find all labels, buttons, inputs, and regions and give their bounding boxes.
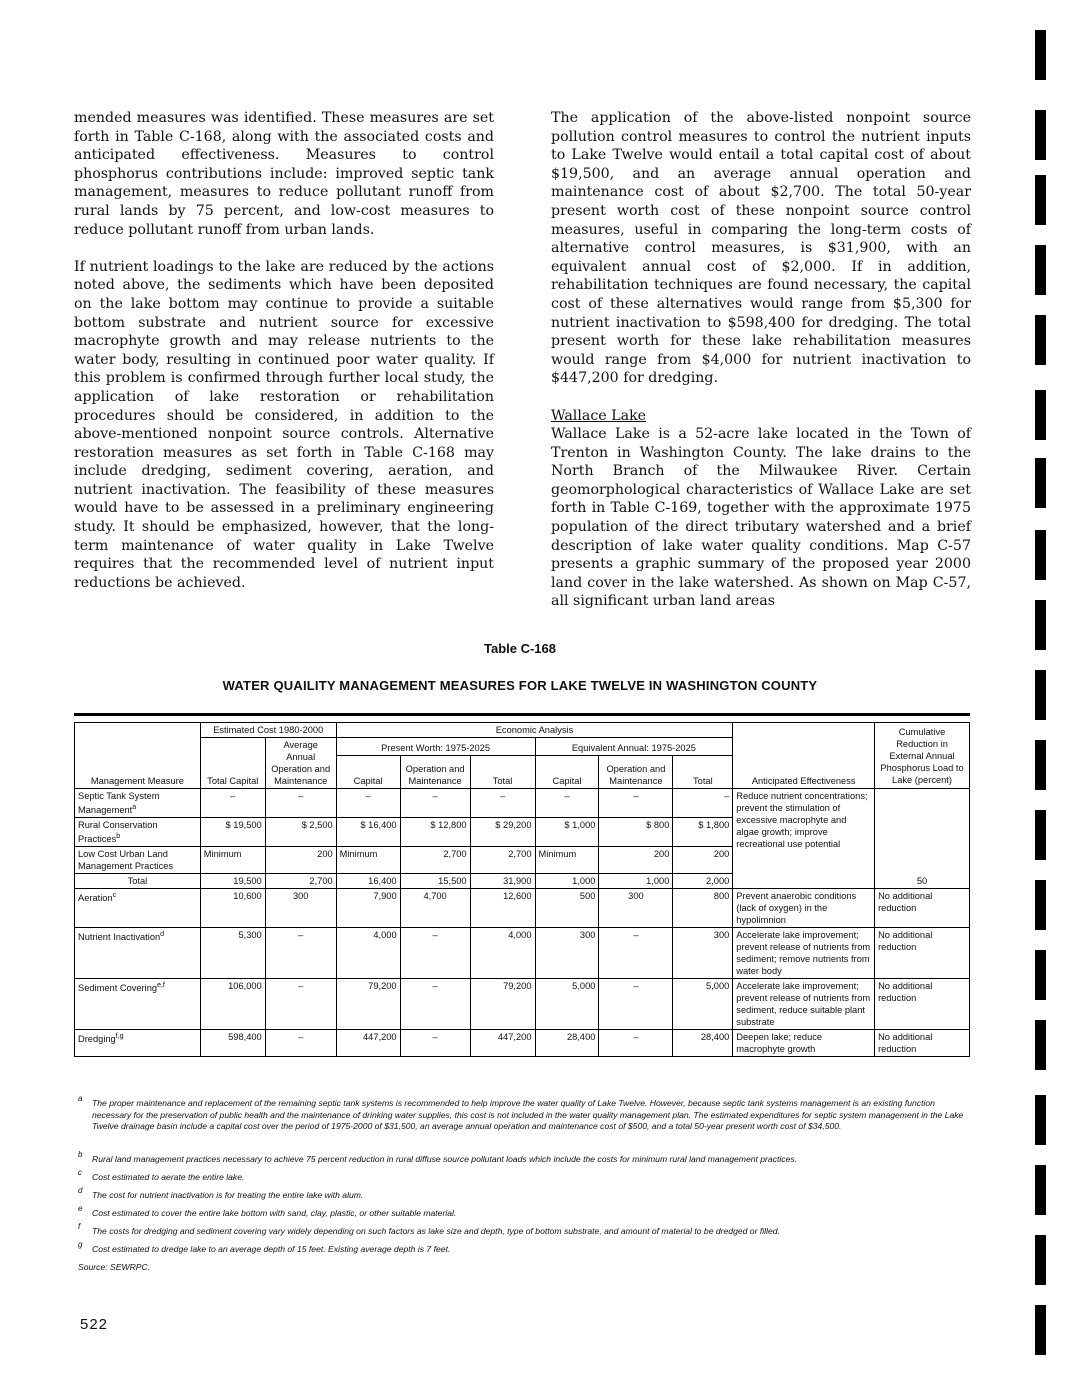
cell: 4,700 bbox=[400, 889, 470, 928]
margin-mark bbox=[1035, 175, 1046, 225]
cell: 4,000 bbox=[336, 928, 400, 979]
cell: – bbox=[535, 789, 599, 818]
cell: 106,000 bbox=[200, 979, 265, 1030]
cell: 598,400 bbox=[200, 1030, 265, 1057]
cell: – bbox=[400, 979, 470, 1030]
row-label: Septic Tank System Management$^a$ bbox=[75, 789, 201, 818]
cell: – bbox=[599, 979, 673, 1030]
margin-mark bbox=[1035, 1235, 1046, 1285]
margin-mark bbox=[1035, 810, 1046, 860]
footnote-c: c Cost estimated to aerate the entire lake. bbox=[78, 1168, 245, 1182]
cell: $ 1,800 bbox=[673, 818, 733, 847]
row-label: Low Cost Urban Land Management Practices bbox=[75, 847, 201, 874]
cell: $ 1,000 bbox=[535, 818, 599, 847]
footnote-f: f The costs for dredging and sediment covering vary widely depending on such factors as lake size and depth, type of bottom substrate, and amount of material to be dredged or filled. bbox=[78, 1222, 780, 1236]
header-total-capital: Total Capital bbox=[200, 738, 265, 789]
cell: – bbox=[599, 928, 673, 979]
cell: 447,200 bbox=[336, 1030, 400, 1057]
margin-marks bbox=[1035, 30, 1049, 1380]
header-pw-total: Total bbox=[470, 756, 535, 789]
margin-mark bbox=[1035, 315, 1046, 365]
margin-mark bbox=[1035, 1020, 1046, 1070]
margin-mark bbox=[1035, 30, 1046, 80]
cell: 2,700 bbox=[265, 874, 336, 889]
cell: 16,400 bbox=[336, 874, 400, 889]
cumulative-cell: No additional reduction bbox=[875, 928, 970, 979]
row-label: Aeration$^c$ bbox=[75, 889, 201, 928]
cell: – bbox=[265, 979, 336, 1030]
cell: Minimum bbox=[535, 847, 599, 874]
header-pw-capital: Capital bbox=[336, 756, 400, 789]
cell: 5,300 bbox=[200, 928, 265, 979]
cell: $ 19,500 bbox=[200, 818, 265, 847]
footnote-a: a The proper maintenance and replacement of the remaining septic tank systems is recommended to help improve the water quality of Lake Twelve. However, because septic tank systems management is an existing function necessary for the preservation of public health and the maintenance of drinking water supplies, this cost is not included in the water quality management plan. The estimated expenditures for septic system management in the Lake Twelve drainage basin include a capital cost over the period of 1975-2000 of $31,500, an average annual operation and maintenance cost of $500, and a total 50-year present worth cost of $34,500. bbox=[78, 1094, 964, 1131]
paragraph: Wallace Lake is a 52-acre lake located in the Town of Trenton in Washington County. The lake drains to the North Branch of the Milwaukee River. Certain geomorphological characteristics of Wallace Lake are set forth in Table C-169, together with the approximate 1975 population of the direct tributary watershed and a brief description of lake water quality conditions. Map C-57 presents a graphic summary of the proposed year 2000 land cover in the lake watershed. As shown on Map C-57, all significant urban land areas bbox=[551, 426, 971, 610]
cell: – bbox=[400, 1030, 470, 1057]
cell: – bbox=[265, 928, 336, 979]
cell: 500 bbox=[535, 889, 599, 928]
cell: 4,000 bbox=[470, 928, 535, 979]
header-pw-om: Operation and Maintenance bbox=[400, 756, 470, 789]
header-ea-om: Operation and Maintenance bbox=[599, 756, 673, 789]
header-ea-capital: Capital bbox=[535, 756, 599, 789]
header-present-worth: Present Worth: 1975-2025 bbox=[336, 738, 535, 756]
right-text-column bbox=[551, 109, 971, 611]
cell: 5,000 bbox=[673, 979, 733, 1030]
footnote-g: g Cost estimated to dredge lake to an average depth of 15 feet. Existing average depth is 7 feet. bbox=[78, 1240, 451, 1254]
cell: 19,500 bbox=[200, 874, 265, 889]
table-title: WATER QUAILITY MANAGEMENT MEASURES FOR LAKE TWELVE IN WASHINGTON COUNTY bbox=[222, 678, 818, 693]
cell: 31,900 bbox=[470, 874, 535, 889]
cell: 200 bbox=[265, 847, 336, 874]
cell: 2,000 bbox=[673, 874, 733, 889]
header-anticipated-effectiveness: Anticipated Effectiveness bbox=[733, 723, 875, 789]
table-top-rule bbox=[74, 713, 970, 716]
header-economic-analysis: Economic Analysis bbox=[336, 723, 733, 738]
page-number: 522 bbox=[80, 1316, 109, 1333]
cell: 28,400 bbox=[673, 1030, 733, 1057]
effectiveness-cell: Accelerate lake improvement; prevent release of nutrients from sediment, reduce suitable plant substrate bbox=[733, 979, 875, 1030]
table-row bbox=[75, 979, 970, 1030]
row-label: Nutrient Inactivation$^d$ bbox=[75, 928, 201, 979]
source-note: Source: SEWRPC. bbox=[78, 1262, 151, 1272]
table-row bbox=[75, 789, 970, 818]
cumulative-cell: 50 bbox=[875, 789, 970, 889]
cell: 79,200 bbox=[470, 979, 535, 1030]
cell: 800 bbox=[673, 889, 733, 928]
effectiveness-cell: Accelerate lake improvement; prevent release of nutrients from sediment; remove nutrients from water body bbox=[733, 928, 875, 979]
cell: 1,000 bbox=[599, 874, 673, 889]
header-equivalent-annual: Equivalent Annual: 1975-2025 bbox=[535, 738, 733, 756]
header-ea-total: Total bbox=[673, 756, 733, 789]
cell: 200 bbox=[599, 847, 673, 874]
header-average-annual-om: Average Annual Operation and Maintenance bbox=[265, 738, 336, 789]
footnote-e: e Cost estimated to cover the entire lake bottom with sand, clay, plastic, or other suitable material. bbox=[78, 1204, 457, 1218]
margin-mark bbox=[1035, 530, 1046, 580]
margin-mark bbox=[1035, 390, 1046, 440]
footnote-d: d The cost for nutrient inactivation is for treating the entire lake with alum. bbox=[78, 1186, 364, 1200]
cell: 15,500 bbox=[400, 874, 470, 889]
margin-mark bbox=[1035, 1165, 1046, 1215]
cumulative-cell: No additional reduction bbox=[875, 1030, 970, 1057]
cell: 300 bbox=[265, 889, 336, 928]
cell: $ 2,500 bbox=[265, 818, 336, 847]
cell: 79,200 bbox=[336, 979, 400, 1030]
cell: 2,700 bbox=[470, 847, 535, 874]
effectiveness-cell: Reduce nutrient concentrations; prevent the stimulation of excessive macrophyte and algae growth; improve recreational use potential bbox=[733, 789, 875, 889]
margin-mark bbox=[1035, 880, 1046, 930]
cell: – bbox=[200, 789, 265, 818]
header-cumulative-reduction: Cumulative Reduction in External Annual Phosphorus Load to Lake (percent) bbox=[875, 723, 970, 789]
table-number: Table C-168 bbox=[483, 641, 556, 656]
header-estimated-cost: Estimated Cost 1980-2000 bbox=[200, 723, 336, 738]
margin-mark bbox=[1035, 245, 1046, 295]
row-label: Sediment Covering$^{e,f}$ bbox=[75, 979, 201, 1030]
effectiveness-cell: Deepen lake; reduce macrophyte growth bbox=[733, 1030, 875, 1057]
margin-mark bbox=[1035, 740, 1046, 790]
cell: 300 bbox=[599, 889, 673, 928]
left-text-column bbox=[74, 109, 494, 611]
footnote-b: b Rural land management practices necessary to achieve 75 percent reduction in rural diffuse source pollutant loads which include the costs for minimum rural land management practices. bbox=[78, 1150, 798, 1164]
cell: Minimum bbox=[200, 847, 265, 874]
cell: $ 800 bbox=[599, 818, 673, 847]
paragraph: mended measures was identified. These measures are set forth in Table C-168, along with the associated costs and anticipated effectiveness. Measures to control phosphorus contributions include: improved septic tank management, measures to reduce pollutant runoff from rural lands by 75 percent, and low-cost measures to reduce pollutant runoff from urban lands. bbox=[74, 110, 494, 238]
cell: – bbox=[673, 789, 733, 818]
cumulative-cell: No additional reduction bbox=[875, 889, 970, 928]
margin-mark bbox=[1035, 1305, 1046, 1355]
measures-table bbox=[74, 722, 970, 1057]
cell: 12,600 bbox=[470, 889, 535, 928]
effectiveness-cell: Prevent anaerobic conditions (lack of oxygen) in the hypolimnion bbox=[733, 889, 875, 928]
row-label: Rural Conservation Practices$^b$ bbox=[75, 818, 201, 847]
cell: – bbox=[265, 789, 336, 818]
cell: – bbox=[470, 789, 535, 818]
row-label: Dredging$^{f,g}$ bbox=[75, 1030, 201, 1057]
cell: 5,000 bbox=[535, 979, 599, 1030]
row-label: Total bbox=[75, 874, 201, 889]
cell: – bbox=[599, 1030, 673, 1057]
cell: Minimum bbox=[336, 847, 400, 874]
table-row bbox=[75, 1030, 970, 1057]
cell: 200 bbox=[673, 847, 733, 874]
cell: 7,900 bbox=[336, 889, 400, 928]
paragraph: The application of the above-listed nonpoint source pollution control measures to control the nutrient inputs to Lake Twelve would entail a total capital cost of about $19,500, and an average annual operation and maintenance cost of about $2,700. The total 50-year present worth cost of these nonpoint source control measures, useful in comparing the long-term costs of alternative control measures, is $31,900, with an equivalent annual cost of $2,000. If in addition, rehabilitation techniques are found necessary, the capital cost of these alternatives would range from $5,300 for nutrient inactivation to $598,400 for dredging. The total present worth for these lake rehabilitation measures would range from $4,000 for nutrient inactivation to $447,200 for dredging. bbox=[551, 110, 971, 387]
cell: 28,400 bbox=[535, 1030, 599, 1057]
table-row bbox=[75, 928, 970, 979]
cell: – bbox=[599, 789, 673, 818]
paragraph: If nutrient loadings to the lake are reduced by the actions noted above, the sediments which have been deposited on the lake bottom may continue to provide a suitable bottom substrate and nutrient source for excessive macrophyte growth and may release nutrients to the water body, resulting in continued poor water quality. If this problem is confirmed through further local study, the application of lake restoration or rehabilitation procedures should be considered, in addition to the above-mentioned nonpoint source controls. Alternative restoration measures as set forth in Table C-168 may include dredging, sediment covering, aeration, and nutrient inactivation. The feasibility of these measures would have to be assessed in a preliminary engineering study. It should be emphasized, however, that the long-term maintenance of water quality in Lake Twelve requires that the recommended level of nutrient input reductions be achieved. bbox=[74, 258, 494, 591]
margin-mark bbox=[1035, 1095, 1046, 1145]
cell: 1,000 bbox=[535, 874, 599, 889]
cell: 300 bbox=[673, 928, 733, 979]
cell: – bbox=[400, 789, 470, 818]
cell: – bbox=[336, 789, 400, 818]
table-row bbox=[75, 889, 970, 928]
cell: 300 bbox=[535, 928, 599, 979]
cell: – bbox=[400, 928, 470, 979]
cell: $ 29,200 bbox=[470, 818, 535, 847]
cell: $ 16,400 bbox=[336, 818, 400, 847]
cell: 447,200 bbox=[470, 1030, 535, 1057]
cell: 2,700 bbox=[400, 847, 470, 874]
cell: 10,600 bbox=[200, 889, 265, 928]
cell: $ 12,800 bbox=[400, 818, 470, 847]
cumulative-cell: No additional reduction bbox=[875, 979, 970, 1030]
margin-mark bbox=[1035, 458, 1046, 508]
margin-mark bbox=[1035, 950, 1046, 1000]
cell: – bbox=[265, 1030, 336, 1057]
section-heading: Wallace Lake bbox=[551, 407, 647, 424]
margin-mark bbox=[1035, 110, 1046, 160]
header-management-measure: Management Measure bbox=[75, 723, 201, 789]
